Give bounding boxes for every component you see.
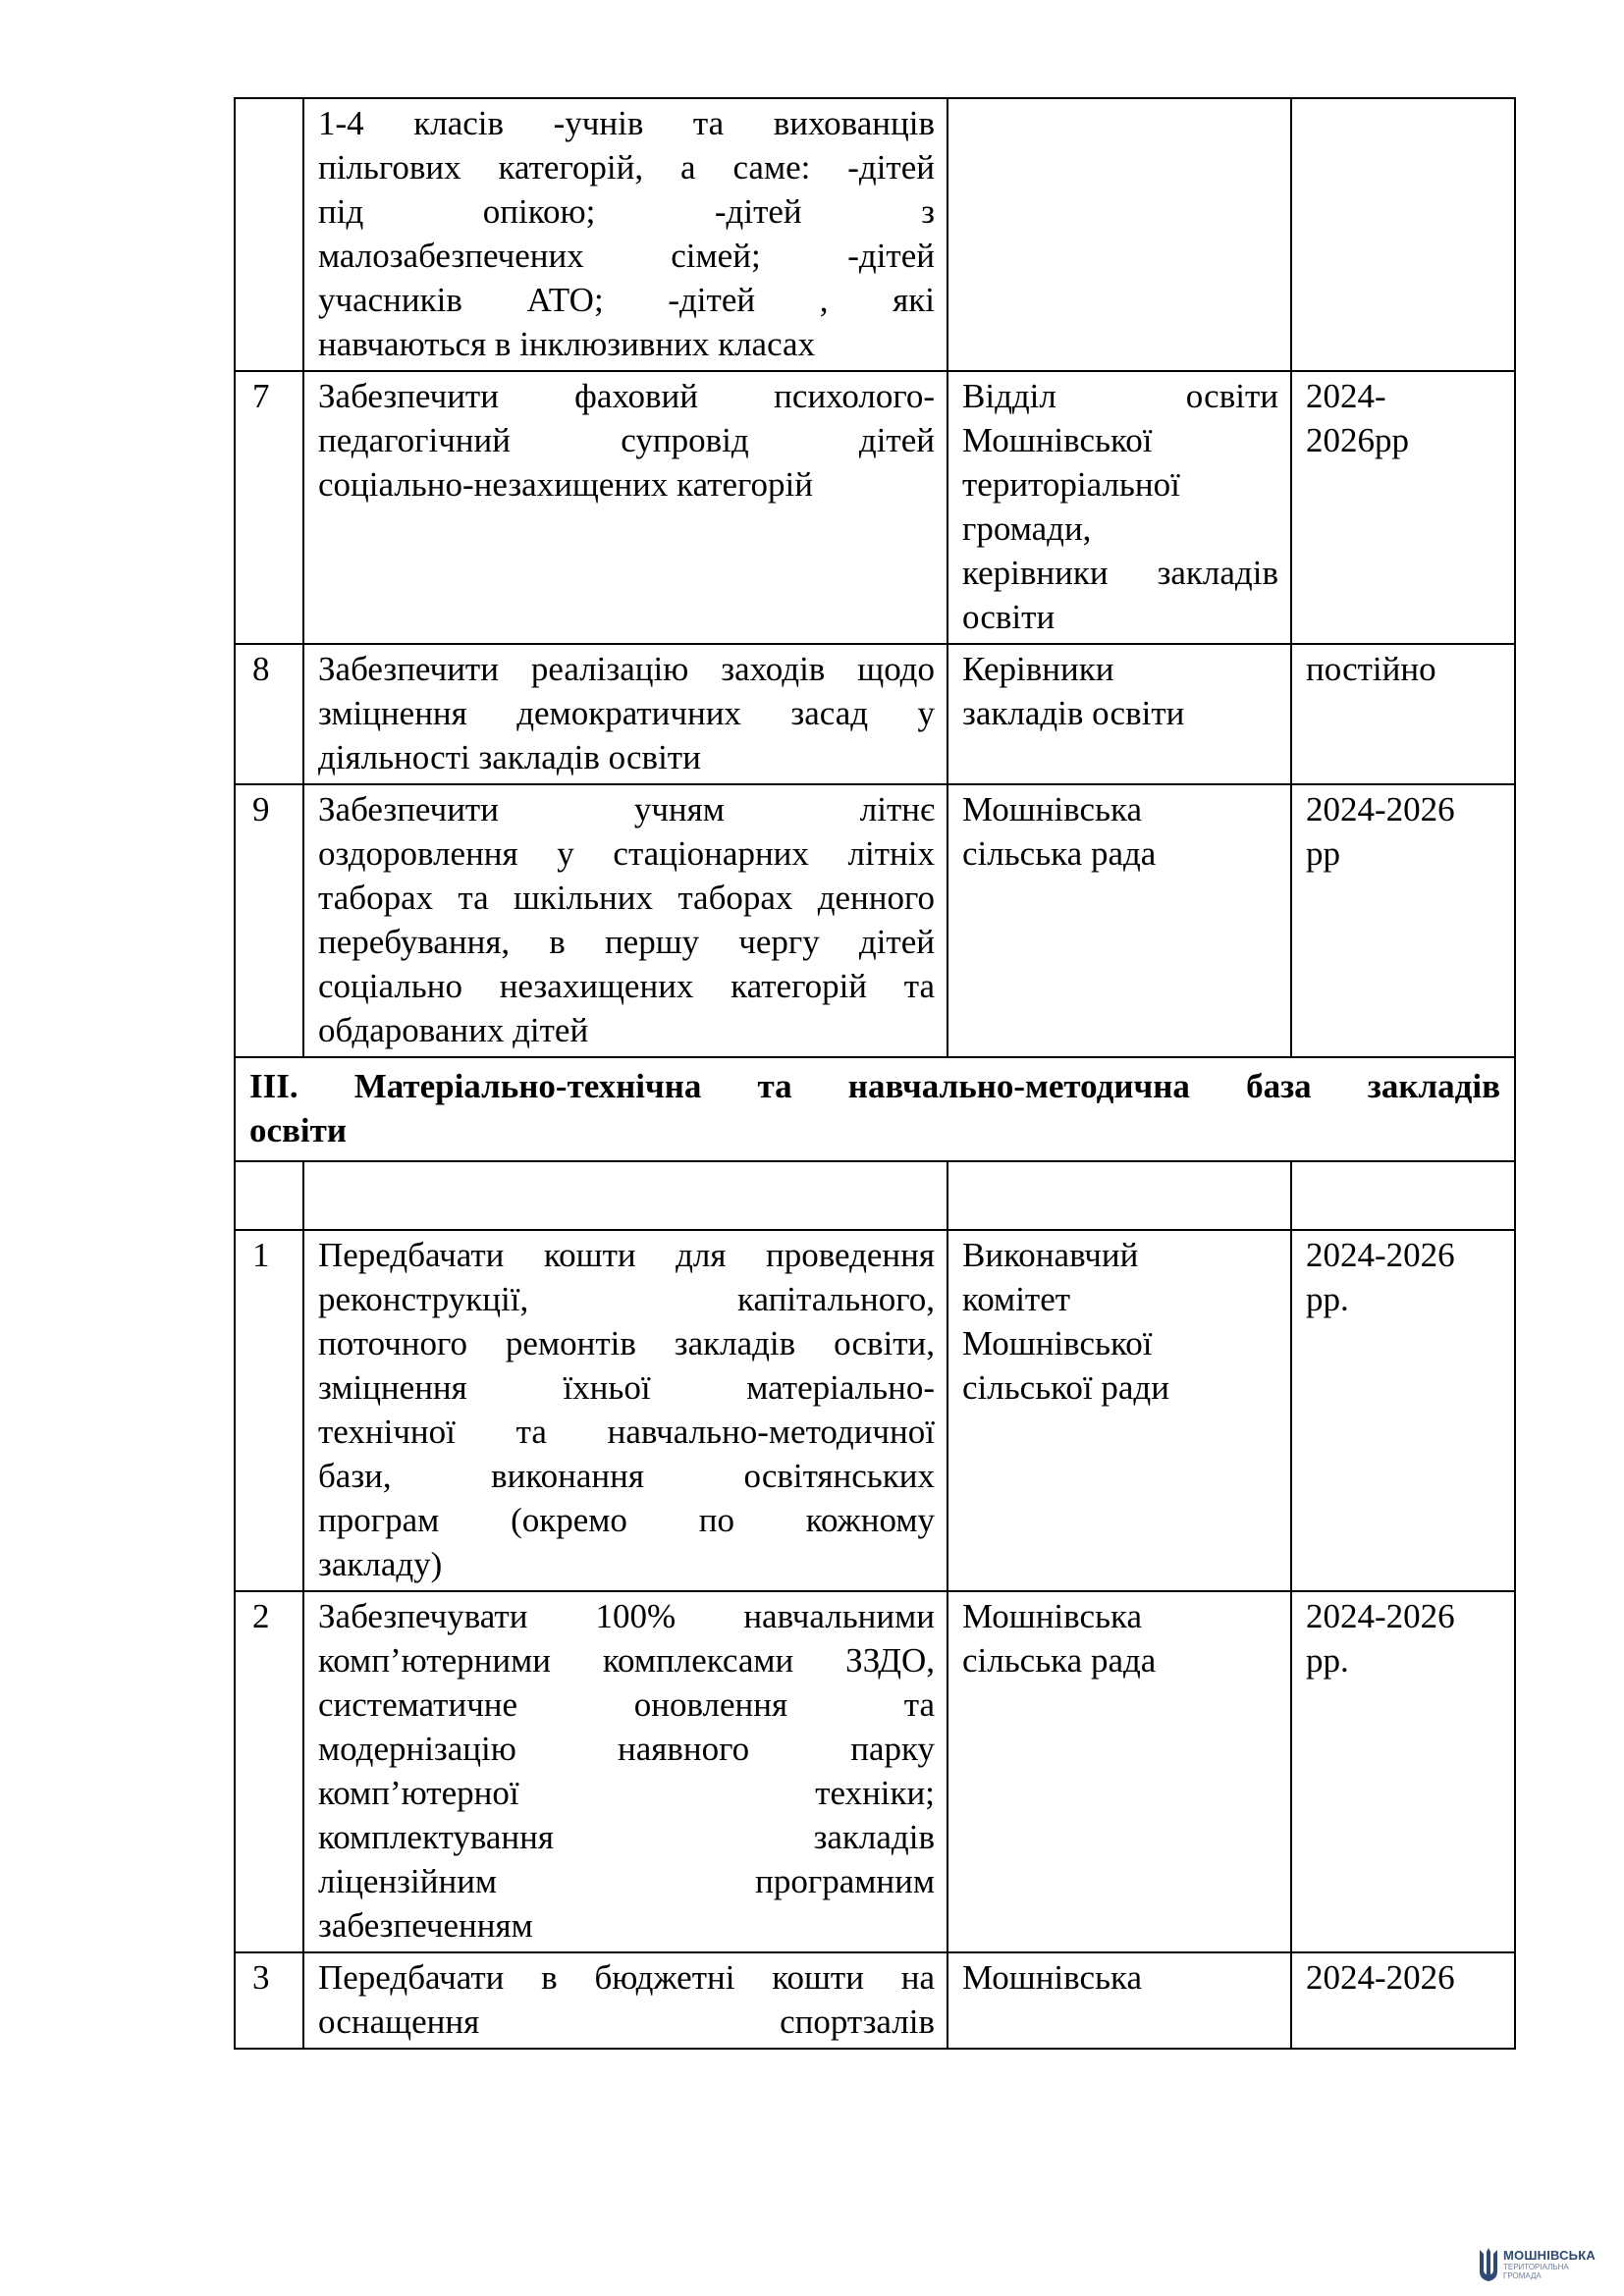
measures-table [234,97,1516,2050]
task-line: зміцнення їхньої матеріально- [318,1368,935,1407]
table-row [235,784,1515,1057]
task-line: учасників АТО; -дітей , які [318,281,935,319]
responsible-line: Мошнівської [962,1324,1153,1362]
term-cell [1291,1591,1515,1952]
table-row [235,98,1515,371]
section-heading-line: освіти [249,1111,348,1149]
task-line: пільгових категорій, а саме: -дітей [318,148,935,187]
task-line: Передбачати кошти для проведення [318,1236,935,1274]
responsible-line: комітет [962,1280,1071,1318]
term-cell [1291,98,1515,371]
responsible-line: закладів освіти [962,694,1185,732]
table-row [235,1952,1515,2049]
responsible-line: громади, [962,509,1092,548]
task-cell [303,1591,947,1952]
term-line: 2024-2026 [1306,1958,1455,1997]
responsible-line: освіти [962,598,1056,636]
task-line: Забезпечити реалізацію заходів щодо [318,650,935,688]
trident-icon [1478,2248,1499,2283]
task-line: Забезпечити учням літнє [318,790,935,828]
task-line: ліцензійним програмним [318,1862,935,1900]
community-logo [1478,2246,1615,2289]
task-line: перебування, в першу чергу дітей [318,923,935,961]
term-line: 2024-2026 [1306,1597,1455,1635]
logo-subtitle-line: ТЕРИТОРІАЛЬНА [1503,2263,1569,2271]
task-line: Забезпечувати 100% навчальними [318,1597,935,1635]
task-line: забезпеченням [318,1906,533,1945]
responsible-line: Мошнівська [962,1958,1142,1997]
task-line: комп’ютерними комплексами ЗЗДО, [318,1641,935,1680]
responsible-line: Мошнівська [962,790,1142,828]
task-line: оснащення спортзалів [318,2002,935,2041]
term-line: 2026рр [1306,421,1409,459]
term-cell [1291,1952,1515,2049]
task-line: педагогічний супровід дітей [318,421,935,459]
section-heading-line: ІІІ. Матеріально-технічна та навчально-методична база закладів [249,1067,1500,1105]
table-row [235,371,1515,644]
section-heading-row [235,1057,1515,1161]
responsible-cell [947,98,1291,371]
term-line: постійно [1306,650,1436,688]
responsible-line: Виконавчий [962,1236,1139,1274]
term-cell [1291,784,1515,1057]
row-number [235,98,303,371]
table-row [235,644,1515,784]
row-number: 2 [235,1591,303,1952]
responsible-cell [947,784,1291,1057]
responsible-cell [947,1230,1291,1591]
row-number: 8 [235,644,303,784]
term-line: рр. [1306,1641,1349,1680]
table-row [235,1591,1515,1952]
responsible-line: Мошнівської [962,421,1153,459]
term-cell [1291,1230,1515,1591]
task-cell [303,1952,947,2049]
task-line: бази, виконання освітянських [318,1457,935,1495]
responsible-line: сільська рада [962,1641,1157,1680]
task-cell [303,98,947,371]
task-line: навчаються в інклюзивних класах [318,325,816,363]
task-line: поточного ремонтів закладів освіти, [318,1324,935,1362]
task-line: закладу) [318,1545,443,1583]
task-line: Забезпечити фаховий психолого- [318,377,935,415]
responsible-cell [947,644,1291,784]
responsible-line: сільської ради [962,1368,1169,1407]
table-row [235,1230,1515,1591]
row-number: 1 [235,1230,303,1591]
term-line: рр. [1306,1280,1349,1318]
responsible-line: сільська рада [962,834,1157,873]
responsible-line: територіальної [962,465,1180,504]
task-cell [303,371,947,644]
responsible-line: Керівники [962,650,1114,688]
responsible-line: керівники закладів [962,554,1278,592]
task-cell [303,784,947,1057]
task-line: Передбачати в бюджетні кошти на [318,1958,935,1997]
task-line: таборах та шкільних таборах денного [318,879,935,917]
term-cell [1291,644,1515,784]
responsible-cell [947,371,1291,644]
task-line: реконструкції, капітального, [318,1280,935,1318]
task-line: соціально незахищених категорій та [318,967,935,1005]
task-line: діяльності закладів освіти [318,738,701,776]
task-line: соціально-незахищених категорій [318,465,813,504]
term-cell [1291,371,1515,644]
responsible-line: Мошнівська [962,1597,1142,1635]
empty-cell [235,1161,303,1230]
responsible-cell [947,1591,1291,1952]
empty-cell [303,1161,947,1230]
empty-cell [1291,1161,1515,1230]
term-line: 2024-2026 [1306,790,1455,828]
task-line: оздоровлення у стаціонарних літніх [318,834,935,873]
task-line: систематичне оновлення та [318,1685,935,1724]
term-line: 2024- [1306,377,1386,415]
task-cell [303,1230,947,1591]
task-line: технічної та навчально-методичної [318,1413,935,1451]
responsible-cell [947,1952,1291,2049]
task-line: комп’ютерної техніки; [318,1774,935,1812]
section-heading [235,1057,1515,1161]
task-cell [303,644,947,784]
task-line: комплектування закладів [318,1818,935,1856]
task-line: під опікою; -дітей з [318,192,935,231]
empty-row [235,1161,1515,1230]
row-number: 9 [235,784,303,1057]
empty-cell [947,1161,1291,1230]
task-line: обдарованих дітей [318,1011,589,1049]
logo-subtitle-line: ГРОМАДА [1503,2271,1542,2280]
term-line: 2024-2026 [1306,1236,1455,1274]
task-line: зміцнення демократичних засад у [318,694,935,732]
task-line: 1-4 класів -учнів та вихованців [318,104,935,142]
responsible-line: Відділ освіти [962,377,1278,415]
task-line: малозабезпечених сімей; -дітей [318,237,935,275]
row-number: 7 [235,371,303,644]
task-line: програм (окремо по кожному [318,1501,935,1539]
term-line: рр [1306,834,1340,873]
logo-subtitle [1503,2263,1611,2280]
row-number: 3 [235,1952,303,2049]
logo-title: МОШНІВСЬКА [1503,2248,1596,2263]
task-line: модернізацію наявного парку [318,1730,935,1768]
